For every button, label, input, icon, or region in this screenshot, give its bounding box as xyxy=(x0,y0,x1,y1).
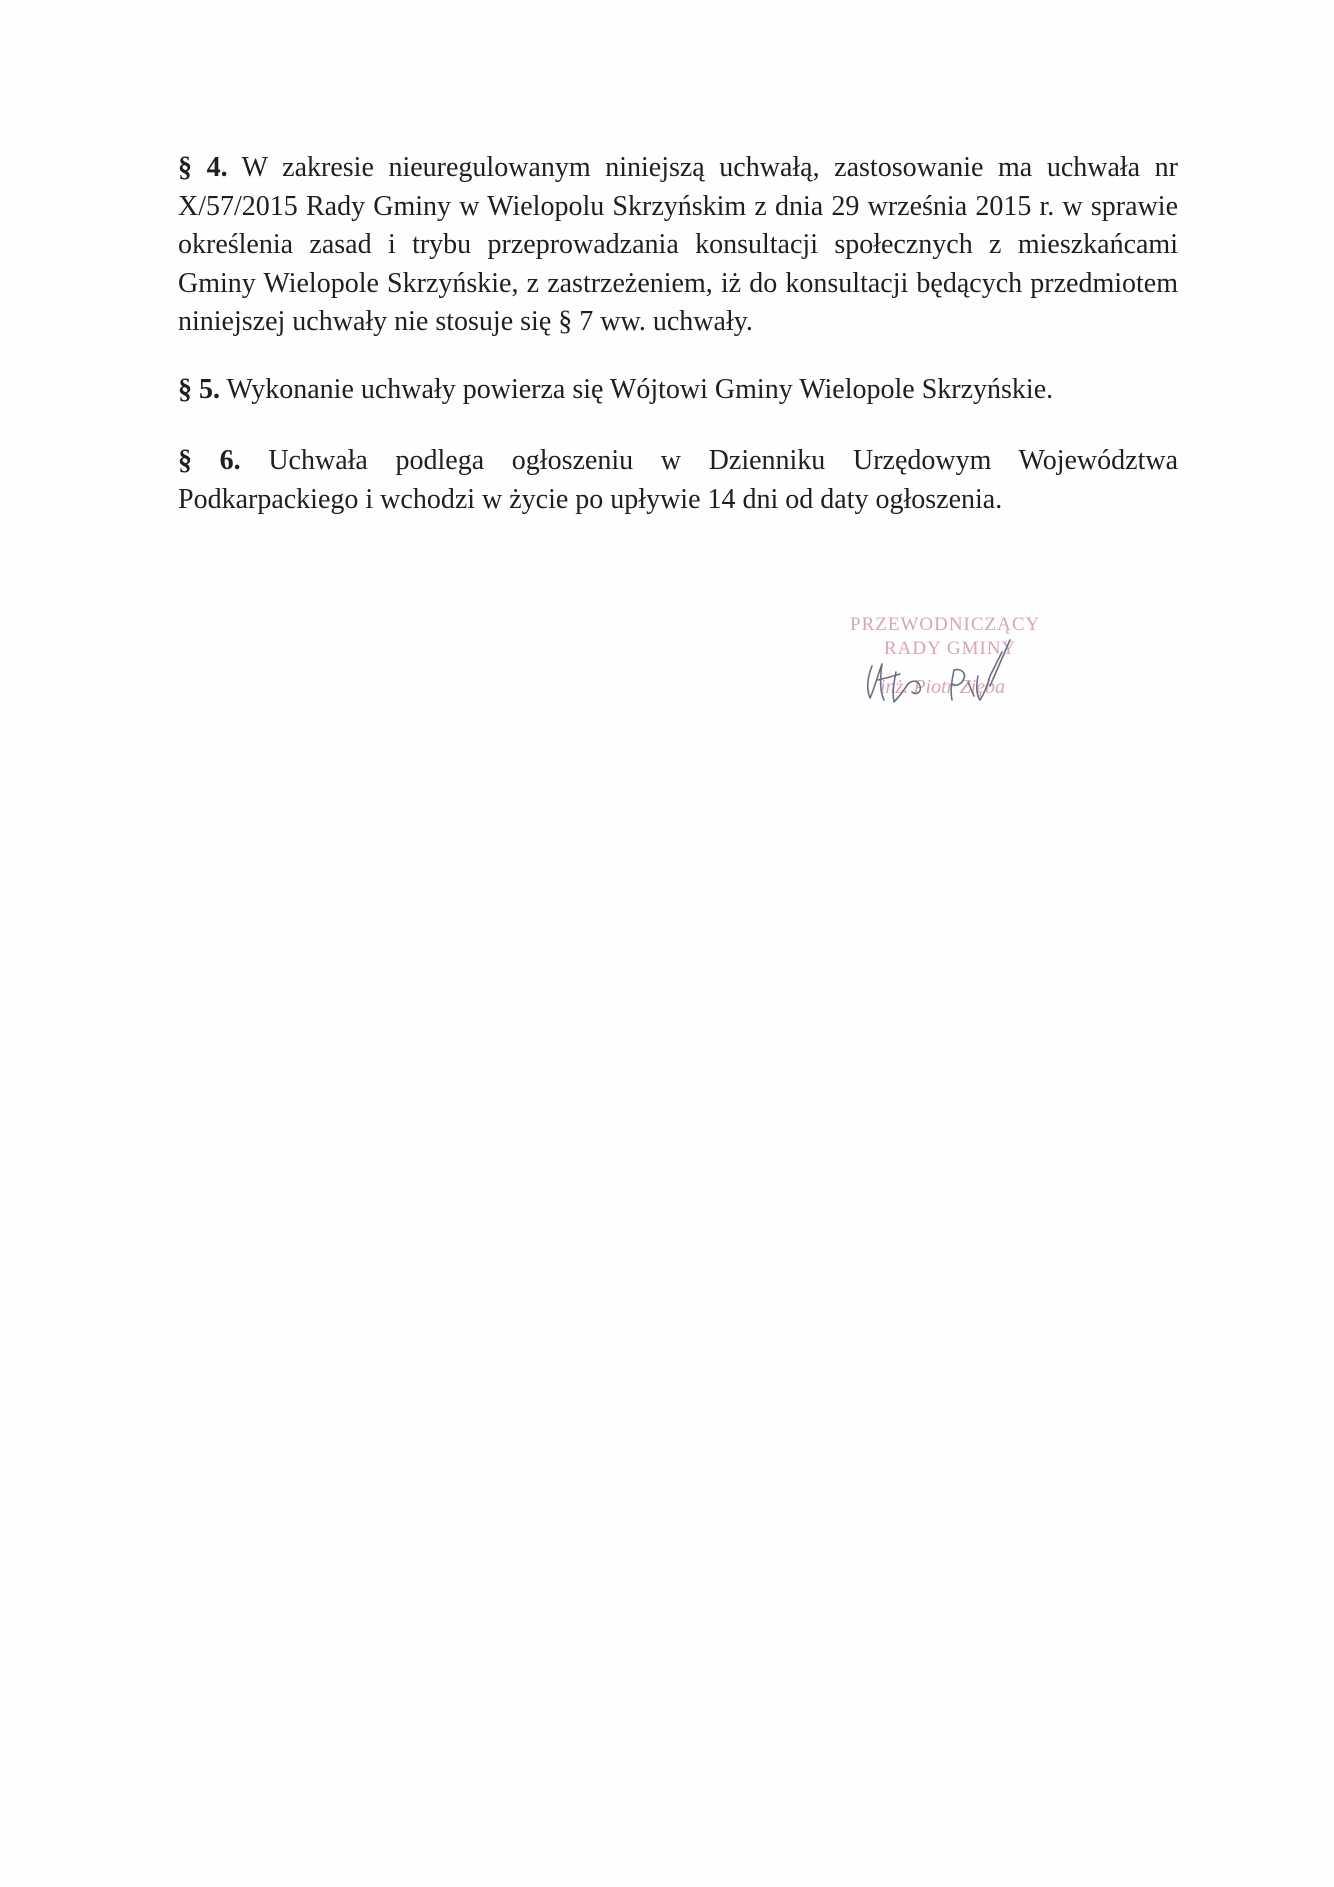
stamp-name: inż. Piotr Zięba xyxy=(880,676,1006,698)
paragraph-5 xyxy=(178,371,1178,410)
paragraph-text: Wykonanie uchwały powierza się Wójtowi Gminy Wielopole Skrzyńskie. xyxy=(220,374,1054,405)
paragraph-number: § 6. xyxy=(178,445,241,476)
stamp-council: RADY GMINY xyxy=(884,638,1017,659)
chairman-stamp xyxy=(850,614,1070,724)
paragraph-text: Uchwała podlega ogłoszeniu w Dzienniku Urzędowym Województwa Podkarpackiego i wchodzi w życie po upływie 14 dni od daty ogłoszenia. xyxy=(178,445,1179,515)
paragraph-number: § 4. xyxy=(178,152,228,183)
paragraph-text: W zakresie nieuregulowanym niniejszą uchwałą, zastosowanie ma uchwała nr X/57/2015 Rady Gminy w Wielopolu Skrzyńskim z dnia 29 września 2015 r. w sprawie określenia zasad i trybu przeprowadzania konsultacji społecznych z mieszkańcami Gminy Wielopole Skrzyńskie, z zastrzeżeniem, iż do konsultacji będących przedmiotem niniejszej uchwały nie stosuje się § 7 ww. uchwały. xyxy=(178,152,1179,337)
stamp-title: PRZEWODNICZĄCY xyxy=(850,614,1041,635)
paragraph-number: § 5. xyxy=(178,374,220,405)
paragraph-4 xyxy=(178,149,1178,342)
paragraph-6 xyxy=(178,442,1178,519)
handwritten-signature xyxy=(850,614,1070,724)
